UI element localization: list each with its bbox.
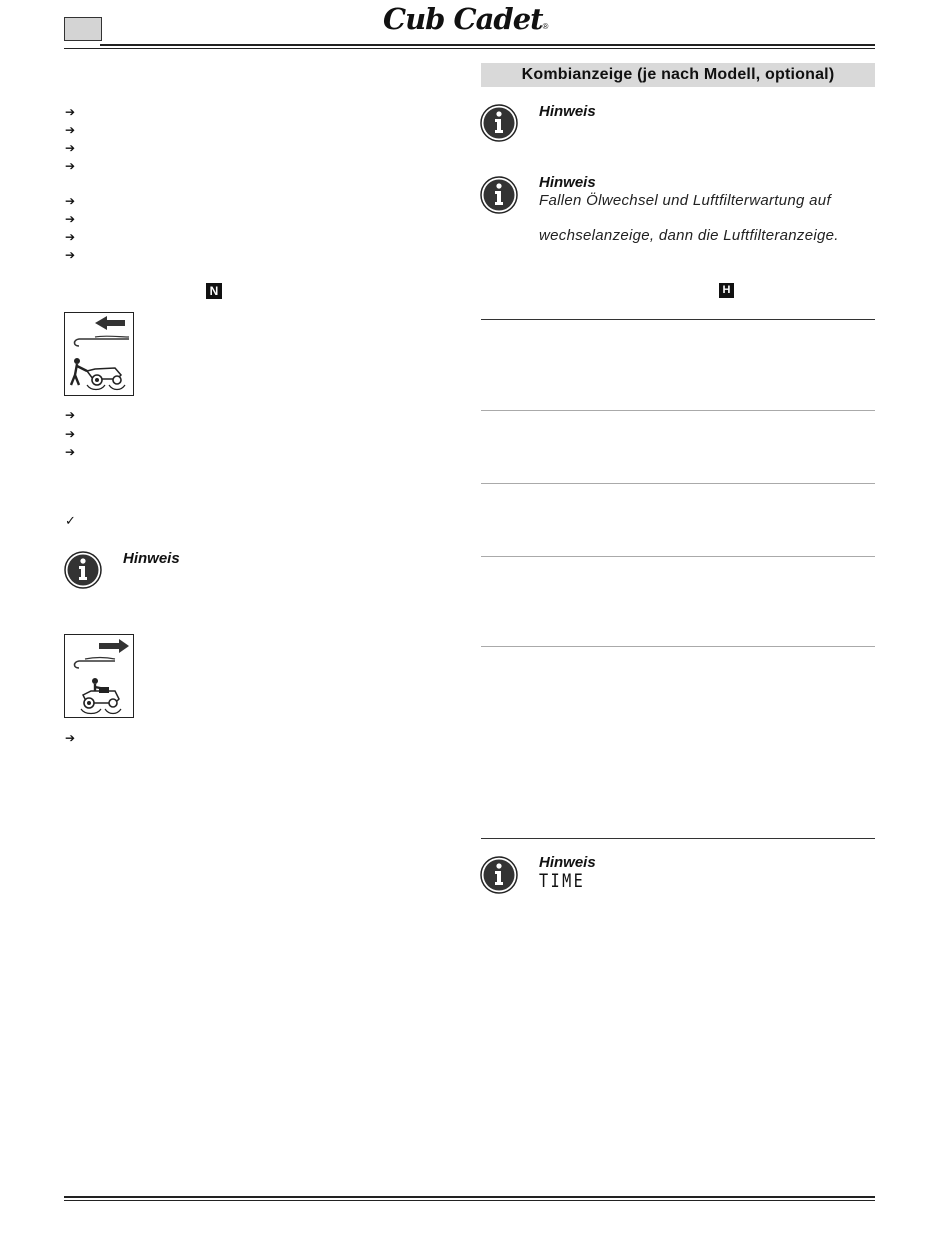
footer-rule-thin	[64, 1200, 875, 1201]
bullet-arrow-icon: ➔	[65, 230, 76, 244]
hint-title: Hinweis	[539, 103, 596, 120]
bullet-arrow-icon: ➔	[65, 123, 76, 137]
bullet-arrow-icon: ➔	[65, 427, 76, 441]
section-heading: Kombianzeige (je nach Modell, optional)	[521, 66, 835, 83]
info-icon	[64, 551, 102, 594]
footer-rule	[64, 1196, 875, 1198]
header-rule	[100, 44, 875, 46]
table-rule	[481, 319, 875, 320]
bullet-arrow-icon: ➔	[65, 731, 76, 745]
section-heading-bar	[481, 63, 875, 87]
hint-title: Hinweis	[539, 854, 596, 871]
cub-cadet-logo	[383, 2, 563, 40]
table-rule	[481, 646, 875, 647]
push-mower-pictogram	[64, 312, 134, 396]
bullet-arrow-icon: ➔	[65, 212, 76, 226]
hint-text-line: Fallen Ölwechsel und Luftfilterwartung auf	[539, 192, 831, 209]
hint-title: Hinweis	[123, 550, 180, 567]
info-icon	[480, 856, 518, 899]
lcd-time-display: TIME	[539, 870, 586, 892]
info-icon	[480, 176, 518, 219]
riding-mower-icon	[65, 635, 133, 717]
table-rule	[481, 483, 875, 484]
bullet-arrow-icon: ➔	[65, 105, 76, 119]
logo-text: Cub Cadet	[383, 2, 543, 36]
hint-text-line: wechselanzeige, dann die Luftfilteranzeige.	[539, 227, 839, 244]
table-rule	[481, 556, 875, 557]
bullet-arrow-icon: ➔	[65, 445, 76, 459]
checkmark-icon: ✓	[65, 513, 76, 528]
header-rule-thin	[64, 48, 875, 49]
riding-mower-pictogram	[64, 634, 134, 718]
logo-registered-mark: ®	[542, 22, 549, 31]
bullet-arrow-icon: ➔	[65, 248, 76, 262]
bullet-arrow-icon: ➔	[65, 194, 76, 208]
page-number-box	[64, 17, 102, 41]
bullet-arrow-icon: ➔	[65, 408, 76, 422]
info-icon	[480, 104, 518, 147]
bullet-arrow-icon: ➔	[65, 141, 76, 155]
hint-title: Hinweis	[539, 174, 596, 191]
bullet-arrow-icon: ➔	[65, 159, 76, 173]
table-rule	[481, 838, 875, 839]
neutral-key-symbol: N	[206, 283, 222, 299]
push-mower-icon	[65, 313, 133, 395]
hour-key-symbol: H	[719, 283, 734, 298]
table-rule	[481, 410, 875, 411]
